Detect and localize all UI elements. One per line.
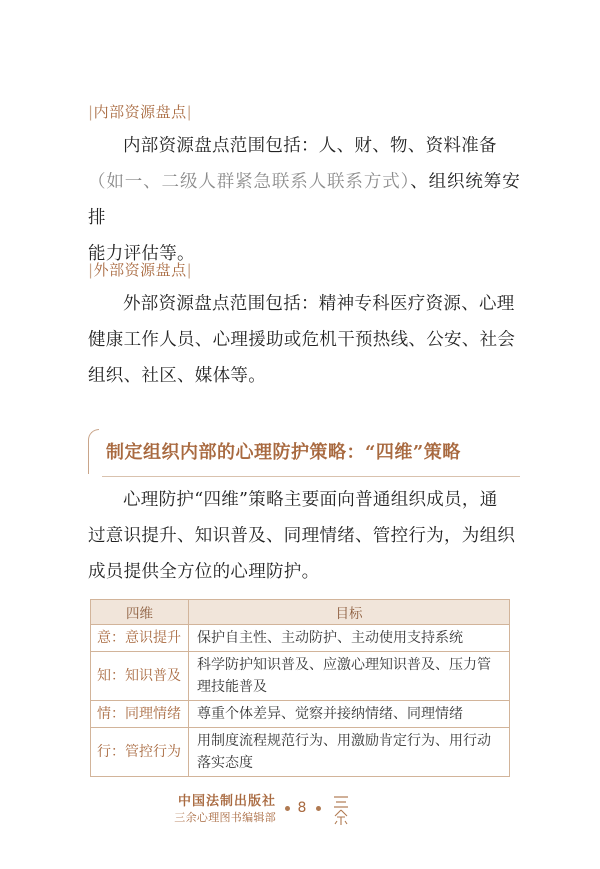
heading-text: 制定组织内部的心理防护策略：“四维”策略: [106, 442, 461, 463]
table-header-goal: 目标: [189, 600, 510, 625]
table-cell-dimension: 情：同理情绪: [91, 701, 189, 728]
imprint-name: 三余心理图书编辑部: [174, 811, 276, 824]
table-cell-dimension: 意：意识提升: [91, 625, 189, 652]
table-row: [91, 728, 510, 777]
paragraph-line: 内部资源盘点范围包括：人、财、物、资料准备: [123, 136, 497, 156]
paragraph-intro: [88, 482, 520, 590]
table-cell-dimension: 行：管控行为: [91, 728, 189, 777]
contact-note: （如一、二级人群紧急联系人联系方式）: [88, 172, 411, 192]
heading-bracket-ornament: [88, 429, 99, 474]
footer-publisher: [166, 793, 276, 825]
section-heading: [88, 429, 520, 477]
table-header-row: [91, 600, 510, 625]
paragraph-line: 能力评估等。: [88, 244, 195, 264]
table-cell-goal: 科学防护知识普及、应激心理知识普及、压力管理技能普及: [189, 652, 510, 701]
table-cell-goal: 保护自主性、主动防护、主动使用支持系统: [189, 625, 510, 652]
page-number: 8: [297, 800, 307, 816]
four-dimension-table: [90, 599, 510, 777]
table-cell-goal: 用制度流程规范行为、用激励肯定行为、用行动落实态度: [189, 728, 510, 777]
paragraph-line: [88, 164, 520, 236]
publisher-name: 中国法制出版社: [177, 794, 276, 809]
paragraph-external: [88, 286, 520, 394]
paragraph-line: 组织、社区、媒体等。: [88, 366, 266, 386]
paragraph-line: 过意识提升、知识普及、同理情绪、管控行为，为组织: [88, 526, 516, 546]
paragraph-line: 成员提供全方位的心理防护。: [88, 562, 320, 582]
section-label-external: |外部资源盘点|: [88, 261, 193, 279]
paragraph-line: 健康工作人员、心理援助或危机干预热线、公安、社会: [88, 330, 516, 350]
paragraph-line: 心理防护“四维”策略主要面向普通组织成员，通: [123, 490, 498, 510]
section-label-internal: |内部资源盘点|: [88, 103, 193, 121]
table-cell-dimension: 知：知识普及: [91, 652, 189, 701]
section-label-external-text: 外部资源盘点: [93, 261, 187, 279]
section-label-internal-text: 内部资源盘点: [93, 103, 187, 121]
table-row: [91, 701, 510, 728]
table-row: [91, 625, 510, 652]
paragraph-internal: [88, 128, 520, 272]
sanyu-logo-icon: [332, 794, 350, 826]
paragraph-line-rest: 、组织统筹安排: [88, 172, 520, 228]
footer-dot-right: [316, 806, 321, 811]
paragraph-line: 外部资源盘点范围包括：精神专科医疗资源、心理: [123, 294, 515, 314]
table-row: [91, 652, 510, 701]
table-cell-goal: 尊重个体差异、觉察并接纳情绪、同理情绪: [189, 701, 510, 728]
table-header-dimension: 四维: [91, 600, 189, 625]
heading-underline: [102, 476, 520, 477]
